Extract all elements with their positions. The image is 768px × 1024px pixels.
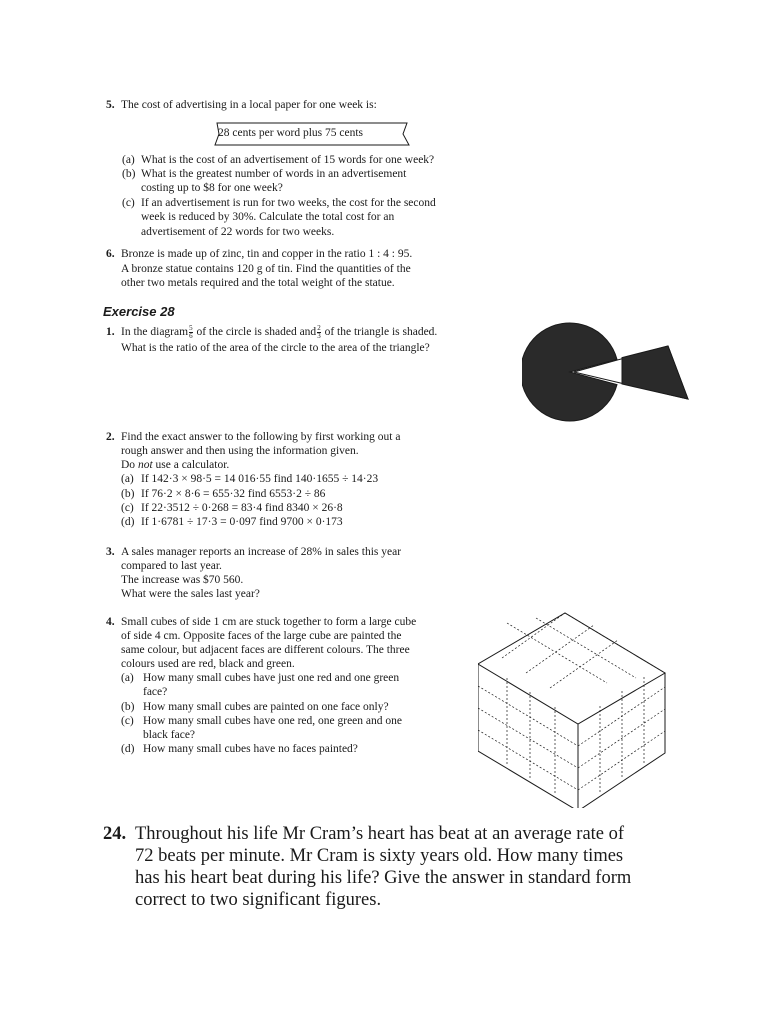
part-text: If an advertisement is run for two weeks, the cost for the second (141, 197, 436, 209)
part-text: black face? (143, 729, 196, 741)
part-label: (d) (121, 743, 135, 755)
part-text: How many small cubes are painted on one face only? (143, 701, 389, 713)
question-number: 1. (106, 326, 115, 338)
question-text (121, 458, 229, 473)
question-text: same colour, but adjacent faces are different colours. The three (121, 644, 410, 656)
part-label: (b) (121, 488, 135, 500)
part-text: How many small cubes have one red, one green and one (143, 715, 402, 727)
question-text: Throughout his life Mr Cram’s heart has beat at an average rate of (135, 824, 625, 844)
fraction-denominator: 3 (317, 331, 321, 340)
fraction-two-thirds (317, 325, 321, 339)
question-text: rough answer and then using the information given. (121, 445, 359, 457)
question-text: What is the ratio of the area of the circle to the area of the triangle? (121, 342, 430, 354)
part-text: What is the greatest number of words in an advertisement (141, 168, 407, 180)
part-text: costing up to $8 for one week? (141, 182, 283, 194)
part-label: (a) (122, 154, 135, 166)
cube-diagram (478, 608, 666, 808)
question-text: A sales manager reports an increase of 28% in sales this year (121, 546, 402, 558)
part-text: How many small cubes have no faces painted? (143, 743, 358, 755)
text-emphasis: not (137, 459, 153, 471)
question-text: other two metals required and the total weight of the statue. (121, 277, 395, 289)
part-text: If 1·6781 ÷ 17·3 = 0·097 find 9700 × 0·173 (141, 516, 343, 528)
part-label: (a) (121, 672, 134, 684)
circle-triangle-diagram (522, 322, 692, 422)
part-text: If 22·3512 ÷ 0·268 = 83·4 find 8340 × 26·8 (141, 502, 343, 514)
exercise-heading: Exercise 28 (103, 304, 175, 319)
part-label: (d) (121, 516, 135, 528)
question-text: correct to two significant figures. (135, 890, 382, 910)
question-text: What were the sales last year? (121, 588, 260, 600)
text-segment: In the diagram (121, 326, 189, 338)
question-text: Bronze is made up of zinc, tin and copper in the ratio 1 : 4 : 95. (121, 248, 413, 260)
part-label: (b) (121, 701, 135, 713)
question-text: compared to last year. (121, 560, 222, 572)
fraction-numerator: 5 (189, 324, 193, 333)
fraction-denominator: 6 (189, 331, 193, 340)
question-text: Find the exact answer to the following by first working out a (121, 431, 401, 443)
question-text: A bronze statue contains 120 g of tin. Find the quantities of the (121, 263, 411, 275)
text-segment: of the circle is shaded and (196, 326, 317, 338)
part-text: How many small cubes have just one red and one green (143, 672, 400, 684)
price-box-text: 28 cents per word plus 75 cents (218, 127, 363, 139)
part-text: advertisement of 22 words for two weeks. (141, 226, 335, 238)
question-number: 4. (106, 616, 115, 628)
text-segment: of the triangle is shaded. (324, 326, 438, 338)
question-text: Small cubes of side 1 cm are stuck together to form a large cube (121, 616, 417, 628)
part-label: (c) (121, 715, 134, 727)
part-text: If 76·2 × 8·6 = 655·32 find 6553·2 ÷ 86 (141, 488, 326, 500)
text-segment: Do (121, 459, 136, 471)
part-text: If 142·3 × 98·5 = 14 016·55 find 140·1655 ÷ 14·23 (141, 473, 379, 485)
part-label: (c) (122, 197, 135, 209)
part-text: face? (143, 686, 168, 698)
part-text: What is the cost of an advertisement of 15 words for one week? (141, 154, 435, 166)
part-label: (a) (121, 473, 134, 485)
question-text: colours used are red, black and green. (121, 658, 295, 670)
question-number: 3. (106, 546, 115, 558)
fraction-numerator: 2 (317, 324, 321, 333)
question-text: 72 beats per minute. Mr Cram is sixty years old. How many times (135, 846, 624, 866)
text-segment: use a calculator. (155, 459, 230, 471)
part-label: (c) (121, 502, 134, 514)
fraction-five-sixths (189, 325, 193, 339)
question-number: 2. (106, 431, 115, 443)
question-number: 24. (103, 824, 127, 844)
question-text (121, 325, 437, 340)
question-number: 6. (106, 248, 115, 260)
question-number: 5. (106, 99, 115, 111)
question-text: has his heart beat during his life? Give the answer in standard form (135, 868, 632, 888)
part-label: (b) (122, 168, 136, 180)
part-text: week is reduced by 30%. Calculate the total cost for an (141, 211, 395, 223)
question-text: The increase was $70 560. (121, 574, 244, 586)
question-stem: The cost of advertising in a local paper for one week is: (121, 99, 377, 111)
question-text: of side 4 cm. Opposite faces of the large cube are painted the (121, 630, 402, 642)
